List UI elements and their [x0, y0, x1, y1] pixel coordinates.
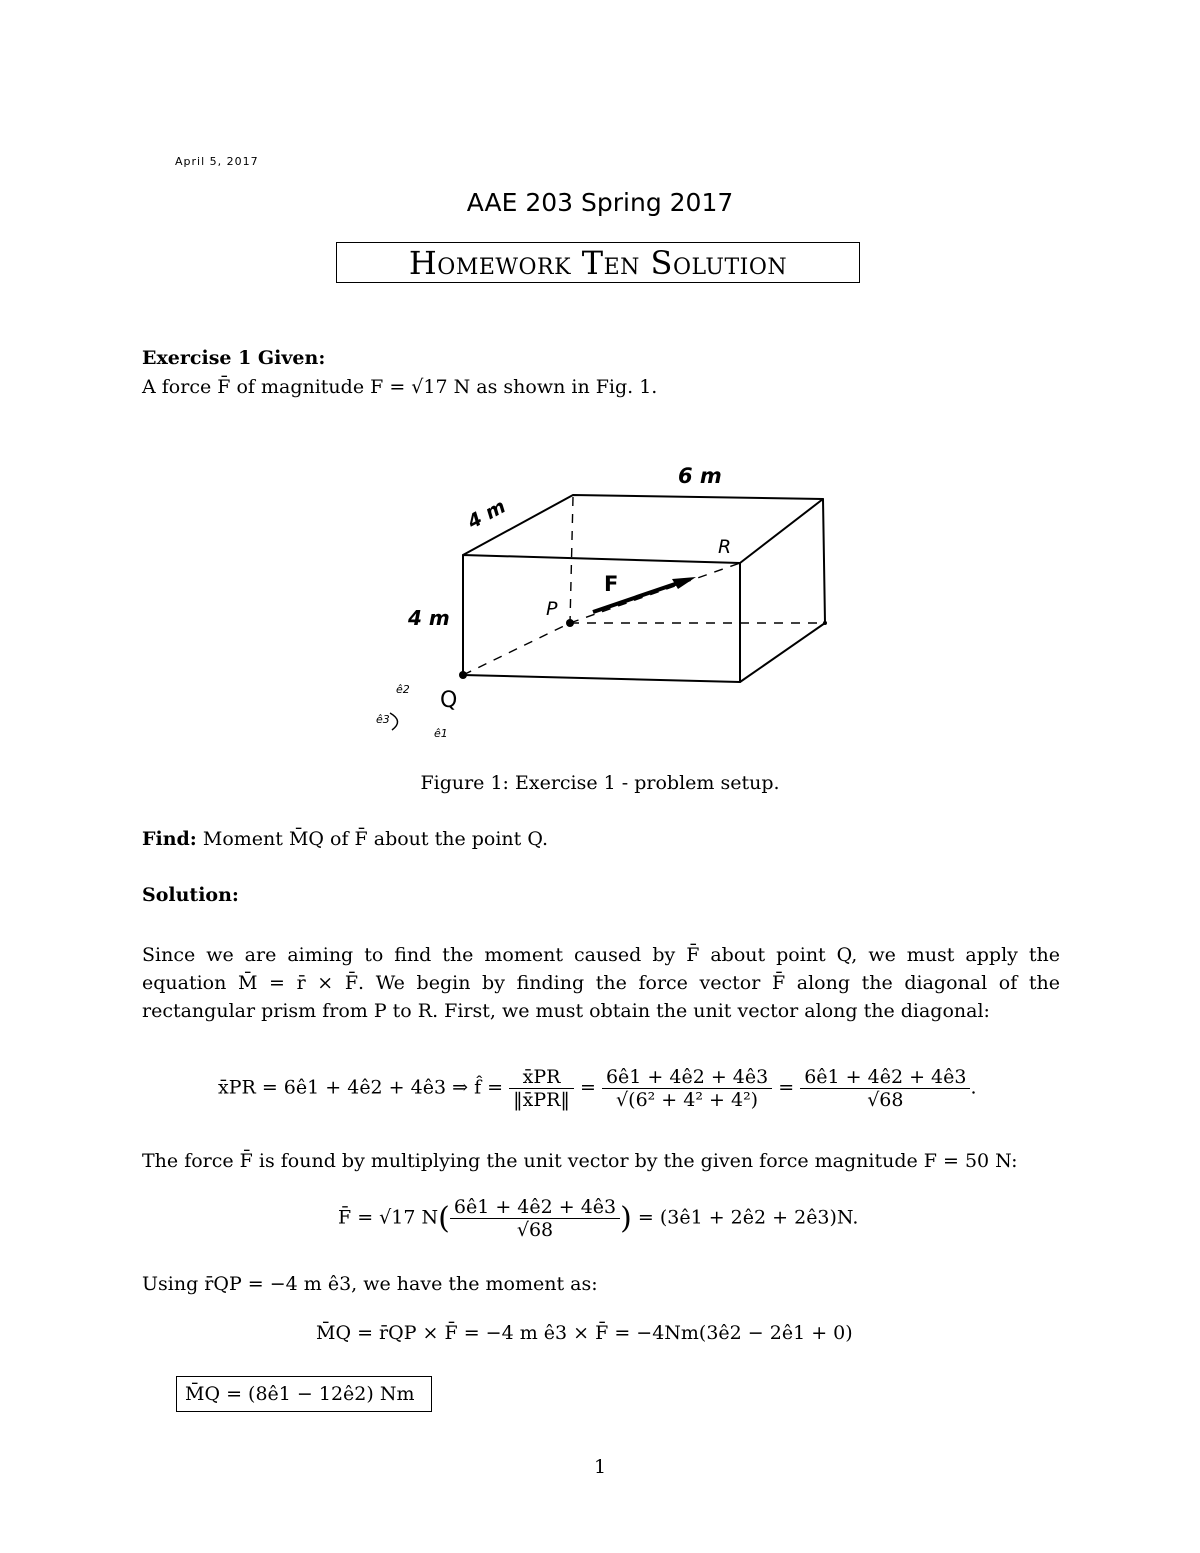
eq1-frac2-num: 6ê1 + 4ê2 + 4ê3 [602, 1066, 772, 1089]
label-Q: Q [440, 688, 458, 713]
figure-caption: Figure 1: Exercise 1 - problem setup. [420, 772, 780, 794]
find-line [142, 828, 548, 850]
box-top-face [463, 495, 823, 563]
label-F: F [604, 572, 619, 596]
hidden-vertical-edge [570, 497, 573, 623]
eq1-fraction-2 [602, 1066, 772, 1111]
eq1-frac2-den: √(6² + 4² + 4²) [616, 1089, 759, 1111]
eq1-frac3-num: 6ê1 + 4ê2 + 4ê3 [800, 1066, 970, 1089]
label-P: P [546, 598, 558, 620]
equation-moment: M̄Q = r̄QP × F̄ = −4 m ê3 × F̄ = −4Nm(3ê2 − 2ê1 + 0) [316, 1322, 853, 1344]
equation-unit-vector: x̄PR = 6ê1 + 4ê2 + 4ê3 ⇒ f̂ = $\frac{x̄PR}{‖x̄PR‖}$ = $\frac{6ê1 + 4ê2 + 4ê3}{\text{√(6² + 4² + 4²)}}$ = $\frac{6ê1 + 4ê2 + 4ê3}{√68}$ . [218, 1066, 977, 1111]
label-e1: ê1 [434, 727, 448, 740]
page-number: 1 [593, 1456, 607, 1478]
diagonal-PR [570, 563, 740, 623]
eq2-num: 6ê1 + 4ê2 + 4ê3 [450, 1196, 620, 1219]
e3-rotation-icon [390, 713, 398, 730]
label-6m: 6 m [678, 464, 722, 488]
given-text: A force F̄ of magnitude F = √17 N as shown in Fig. 1. [142, 376, 658, 398]
box-right-edge [740, 499, 825, 682]
problem-figure [360, 455, 860, 755]
eq1-frac1-den: ‖x̄PR‖ [513, 1089, 570, 1111]
point-P [566, 619, 574, 627]
solution-paragraph-2: The force F̄ is found by multiplying the unit vector by the given force magnitude F = 50 N: [142, 1150, 1018, 1172]
homework-title: Homework Ten Solution [336, 242, 860, 283]
point-Q [459, 671, 467, 679]
eq1-fraction-3 [800, 1066, 970, 1111]
course-title: AAE 203 Spring 2017 [466, 188, 734, 217]
label-4m-top: 4 m [464, 495, 510, 534]
label-e2: ê2 [396, 683, 410, 696]
find-text: Moment M̄Q of F̄ about the point Q. [202, 828, 549, 850]
solution-heading: Solution: [142, 884, 239, 906]
eq1-frac3-den: √68 [867, 1089, 904, 1111]
document-date: April 5, 2017 [175, 155, 259, 168]
eq2-fraction [450, 1196, 620, 1241]
answer-box: M̄Q = (8ê1 − 12ê2) Nm [176, 1376, 432, 1412]
find-label: Find: [142, 828, 197, 850]
eq2-lhs: F̄ = √17 N [338, 1206, 439, 1229]
force-arrowhead [672, 577, 696, 589]
eq2-rhs: = (3ê1 + 2ê2 + 2ê3)N. [637, 1206, 859, 1229]
exercise-heading: Exercise 1 Given: [142, 347, 326, 369]
eq1-lhs: x̄PR = 6ê1 + 4ê2 + 4ê3 ⇒ f̂ = [218, 1076, 504, 1099]
solution-paragraph-3: Using r̄QP = −4 m ê3, we have the moment as: [142, 1273, 598, 1295]
box-front-face [463, 555, 740, 682]
eq2-den: √68 [516, 1219, 554, 1241]
equation-force: F̄ = √17 N( $\frac{6ê1 + 4ê2 + 4ê3}{√68}$ ) = (3ê1 + 2ê2 + 2ê3)N. [338, 1196, 859, 1241]
hidden-diagonal-QP [463, 623, 570, 675]
eq1-frac1-num: x̄PR [509, 1066, 574, 1089]
eq1-fraction-1 [509, 1066, 574, 1111]
label-4m-side: 4 m [408, 606, 450, 630]
solution-paragraph-1: Since we are aiming to find the moment caused by F̄ about point Q, we must apply the equation M̄ = r̄ × F̄. We begin by finding the force vector F̄ along the diagonal of the rectangular prism from P to R. First, we must obtain the unit vector along the diagonal: [142, 944, 1060, 1022]
label-e3: ê3 [376, 713, 390, 726]
label-R: R [718, 536, 732, 558]
point-corner [823, 621, 827, 625]
